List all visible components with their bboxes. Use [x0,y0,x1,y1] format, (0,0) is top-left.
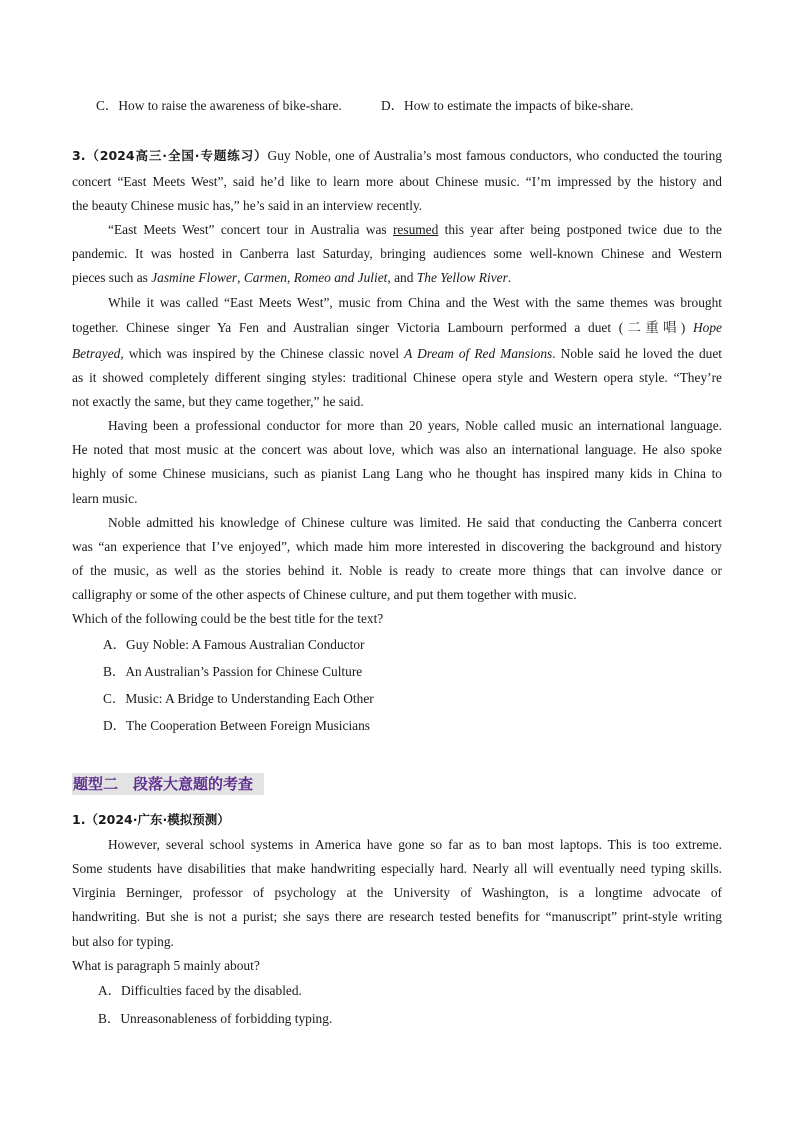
q1-passage-line-2: Some students have disabilities that make handwriting especially hard. Nearly all will eventually need typing skills. [72,861,722,876]
text-run: , [286,270,294,285]
title-italic: Jasmine Flower [151,270,238,285]
title-italic: Carmen [243,270,287,285]
q3-paragraph-2-line-3 [72,269,722,287]
q3-paragraph-1-line-3: the beauty Chinese music has,” he’s said in an interview recently. [72,198,423,213]
q3-option-c[interactable]: C．Music: A Bridge to Understanding Each Other [103,691,374,706]
q3-paragraph-4-line-4: learn music. [72,491,138,506]
q3-question: Which of the following could be the best title for the text? [72,611,384,626]
q3-paragraph-3-line-5: not exactly the same, but they came together,” he said. [72,394,364,409]
q1-source-label: 1.（2024·广东·模拟预测） [72,812,230,827]
text-run: , and [387,270,417,285]
q3-paragraph-3-line-2 [72,319,722,337]
text-run: together. Chinese singer Ya Fen and Australian singer Victoria Lambourn performed a duet (二重唱) [72,320,693,335]
prev-option-d: D．How to estimate the impacts of bike-share. [381,98,634,113]
title-italic: The Yellow River [416,270,508,285]
text-run: . [507,270,512,285]
q3-paragraph-5-line-2: was “an experience that I’ve enjoyed”, which made him more interested in discovering the background and history [72,539,722,554]
q3-option-a[interactable]: A．Guy Noble: A Famous Australian Conductor [103,637,365,652]
q3-paragraph-1-line-2: concert “East Meets West”, said he’d like to learn more about Chinese music. “I’m impressed by the history and [72,174,722,189]
prev-option-c: C．How to raise the awareness of bike-share. [96,98,342,113]
text-run: “East Meets West” concert tour in Australia was [108,222,393,237]
q1-source [72,811,722,829]
q3-paragraph-4-line-3: highly of some Chinese musicians, such as pianist Lang Lang who he thought has inspired many kids in China to [72,466,722,481]
title-italic: A Dream of Red Mansions [404,346,553,361]
q3-option-b[interactable]: B．An Australian’s Passion for Chinese Culture [103,664,363,679]
q1-question: What is paragraph 5 mainly about? [72,958,260,973]
q3-paragraph-4-line-1: Having been a professional conductor for more than 20 years, Noble called music an international language. [108,418,722,433]
q1-passage-line-4: handwriting. But she is not a purist; she says there are research tested benefits for “manuscript” print-style writing [72,909,722,924]
underlined-word: resumed [392,222,439,237]
q3-paragraph-3-line-3 [72,345,722,363]
text-run: , [237,270,244,285]
q1-option-a[interactable]: A．Difficulties faced by the disabled. [98,983,302,998]
q3-paragraph-3-line-4: as it showed completely different singing styles: traditional Chinese opera style and Western opera style. “They’re [72,370,722,385]
q3-paragraph-2-line-1 [72,221,722,239]
q3-option-d[interactable]: D．The Cooperation Between Foreign Musicians [103,718,371,733]
q3-paragraph-5-line-4: calligraphy or some of the other aspects of Chinese culture, and put them together with music. [72,587,577,602]
text-run: . Noble said he loved the duet [552,346,723,361]
title-italic: Romeo and Juliet [293,270,388,285]
q1-option-b[interactable]: B．Unreasonableness of forbidding typing. [98,1011,333,1026]
q3-source: 3.（2024高三·全国·专题练习） [72,148,268,163]
q1-passage-line-1: However, several school systems in America have gone so far as to ban most laptops. This is too extreme. [108,837,722,852]
title-italic: Hope [692,320,722,335]
q3-paragraph-5-line-3: of the music, as well as the stories behind it. Noble is ready to create more things that can involve dance or [72,563,722,578]
title-italic: Betrayed [72,346,121,361]
text-run: pieces such as [72,270,152,285]
section-heading: 题型二 段落大意题的考查 [72,773,264,795]
q3-paragraph-1-line-1 [72,147,722,165]
q3-p1-text: Guy Noble, one of Australia’s most famous conductors, who conducted the touring [267,148,722,163]
q1-passage-line-5: but also for typing. [72,934,174,949]
q3-paragraph-3-line-1: While it was called “East Meets West”, music from China and the West with the same themes was brought [108,295,722,310]
q3-paragraph-5-line-1: Noble admitted his knowledge of Chinese culture was limited. He said that conducting the Canberra concert [108,515,722,530]
q1-passage-line-3: Virginia Berninger, professor of psychology at the University of Washington, is a longtime advocate of [72,885,722,900]
text-run: this year after being postponed twice due to the [438,222,722,237]
q3-paragraph-2-line-2: pandemic. It was hosted in Canberra last Saturday, bringing audiences some well-known Chinese and Western [72,246,722,261]
text-run: , which was inspired by the Chinese classic novel [120,346,405,361]
q3-paragraph-4-line-2: He noted that most music at the concert was about love, which was also an international language. He also spoke [72,442,722,457]
